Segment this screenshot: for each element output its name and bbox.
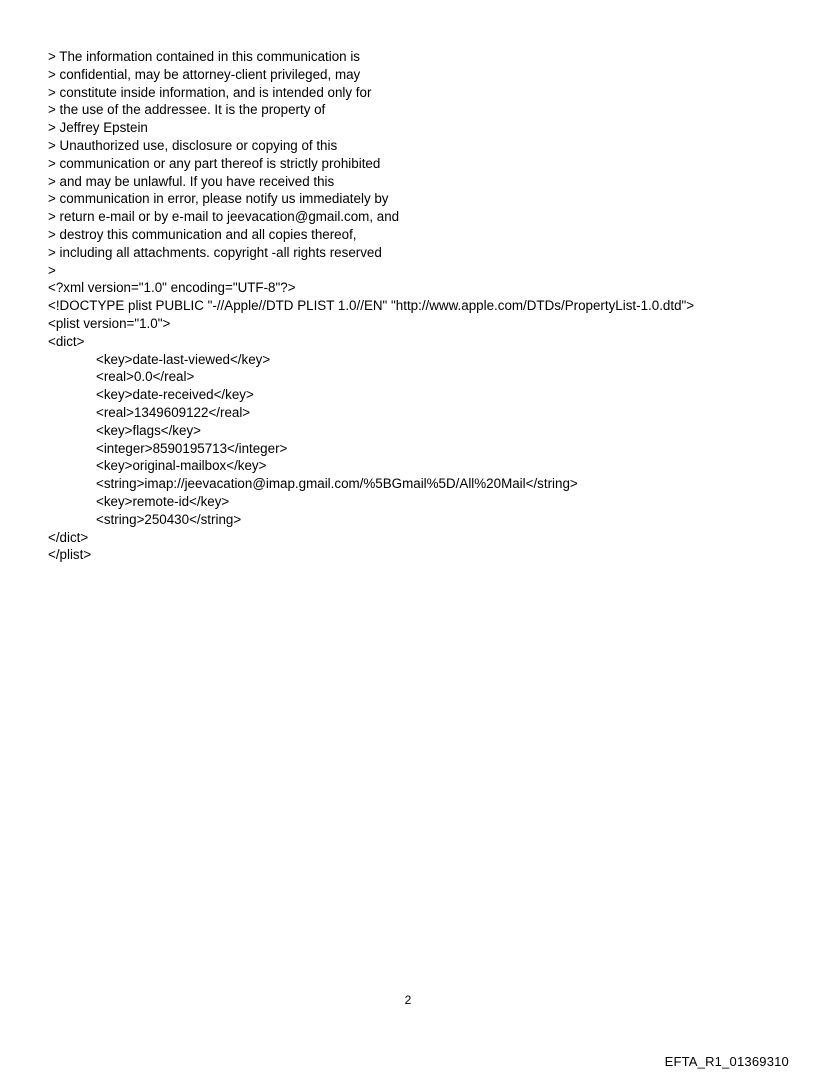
disclaimer-line: > return e-mail or by e-mail to jeevacation@gmail.com, and xyxy=(48,209,400,225)
disclaimer-line: > Unauthorized use, disclosure or copying of this xyxy=(48,137,338,153)
confidentiality-disclaimer xyxy=(48,48,788,279)
disclaimer-line: > and may be unlawful. If you have received this xyxy=(48,173,335,189)
page-number: 2 xyxy=(404,993,412,1007)
dict-open-tag: <dict> xyxy=(48,333,85,349)
disclaimer-line: > destroy this communication and all copies thereof, xyxy=(48,226,357,242)
dict-close-tag: </dict> xyxy=(48,529,89,545)
disclaimer-line: > communication in error, please notify us immediately by xyxy=(48,191,389,207)
disclaimer-line: > communication or any part thereof is strictly prohibited xyxy=(48,155,381,171)
dict-entry: <key>flags</key> xyxy=(96,422,201,438)
dict-entry: <string>imap://jeevacation@imap.gmail.com/%5BGmail%5D/All%20Mail</string> xyxy=(96,476,578,492)
document-id: EFTA_R1_01369310 xyxy=(664,1054,789,1069)
plist-xml-block xyxy=(48,279,788,564)
dict-entry: <integer>8590195713</integer> xyxy=(96,440,288,456)
disclaimer-line: > including all attachments. copyright -all rights reserved xyxy=(48,244,382,260)
disclaimer-line: > confidential, may be attorney-client privileged, may xyxy=(48,66,361,82)
dict-entry: <real>1349609122</real> xyxy=(96,404,251,420)
plist-open-tag: <plist version="1.0"> xyxy=(48,315,171,331)
disclaimer-line: > the use of the addressee. It is the property of xyxy=(48,102,326,118)
plist-close-tag: </plist> xyxy=(48,547,92,563)
xml-declaration: <?xml version="1.0" encoding="UTF-8"?> xyxy=(48,280,296,296)
dict-entry: <key>date-last-viewed</key> xyxy=(96,351,271,367)
disclaimer-line: > The information contained in this communication is xyxy=(48,49,360,64)
dict-entry: <key>original-mailbox</key> xyxy=(96,458,267,474)
dict-entry: <real>0.0</real> xyxy=(96,369,195,385)
dict-entry: <string>250430</string> xyxy=(96,511,242,527)
disclaimer-line: > xyxy=(48,262,56,278)
disclaimer-line: > Jeffrey Epstein xyxy=(48,120,148,136)
disclaimer-line: > constitute inside information, and is intended only for xyxy=(48,84,372,100)
dict-entry: <key>date-received</key> xyxy=(96,387,254,403)
email-body xyxy=(48,48,788,564)
dict-entry: <key>remote-id</key> xyxy=(96,493,230,509)
doctype-line: <!DOCTYPE plist PUBLIC "-//Apple//DTD PLIST 1.0//EN" "http://www.apple.com/DTDs/PropertyList-1.0.dtd"> xyxy=(48,298,695,314)
